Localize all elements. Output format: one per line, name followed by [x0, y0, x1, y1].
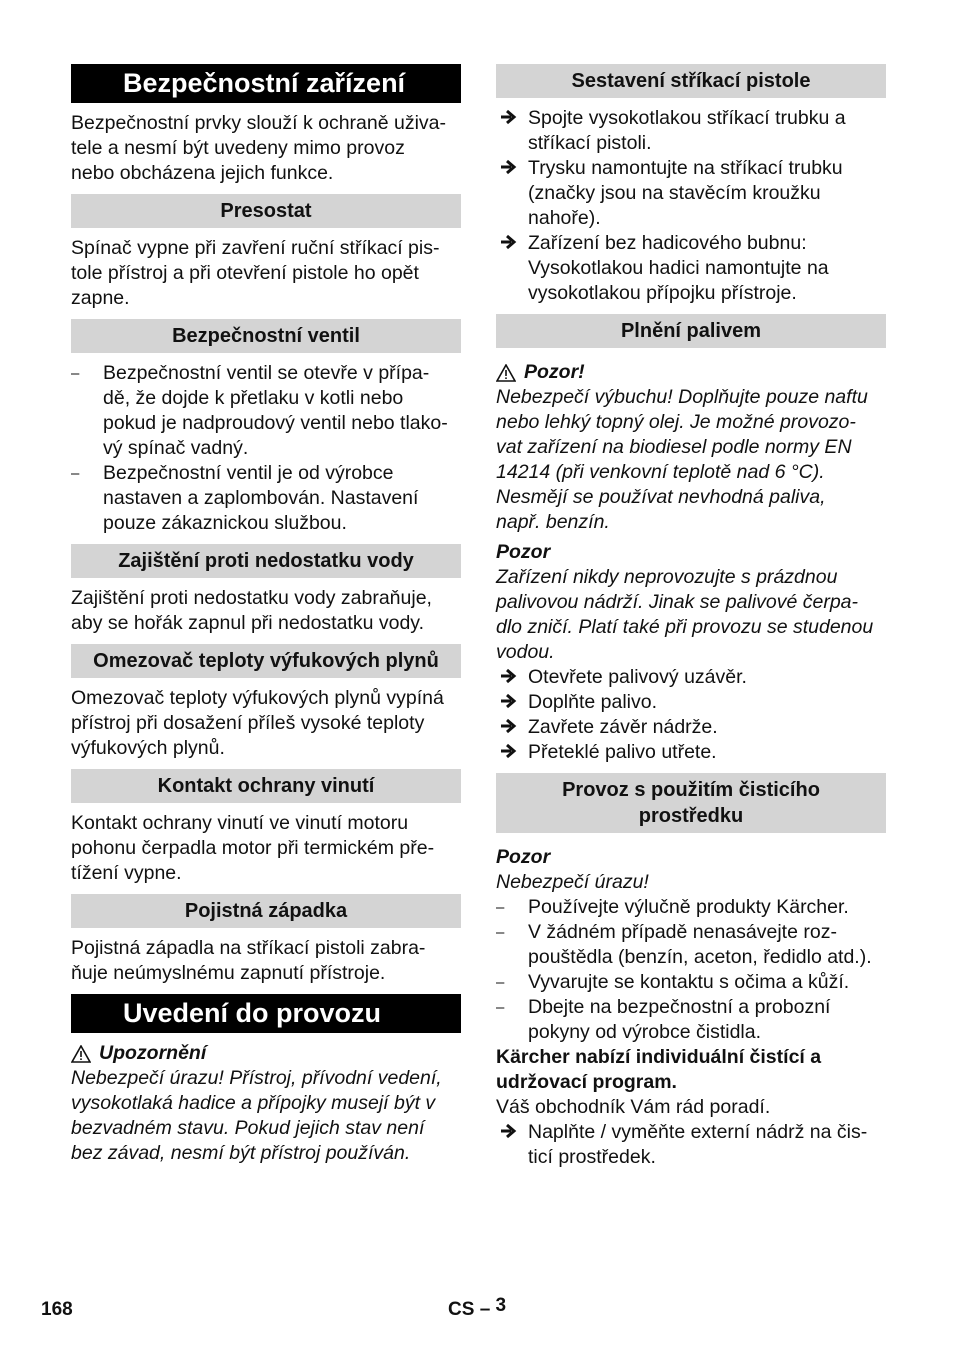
list-item: [496, 156, 886, 231]
caution-label-1: Pozor!: [524, 361, 585, 383]
dash-bullet-icon: –: [496, 924, 505, 941]
dealer-text: Váš obchodník Vám rád poradí.: [496, 1096, 771, 1118]
list-item-text: Vyvarujte se kontaktu s očima a kůží.: [528, 971, 850, 993]
safety-intro: Bezpečnostní prvky slouží k ochraně uživa- tele a nesmí být uvedeny mimo provoz nebo obcházena jejich funkce.: [71, 112, 447, 184]
dash-bullet-icon: –: [496, 899, 505, 916]
caution-label-3: Pozor: [496, 846, 551, 868]
list-item-text: Otevřete palivový uzávěr.: [528, 666, 747, 688]
presostat-text: Spínač vypne při zavření ruční stříkací pis- tole přístroj a při otevření pistole ho opět zapne.: [71, 237, 440, 309]
list-item-text: Bezpečnostní ventil se otevře v přípa- dě, že dojde k přetlaku v kotli nebo pokud je nadproudový ventil nebo tlako- vý spínač vadný.: [103, 362, 448, 459]
arrow-right-icon: [498, 666, 518, 688]
winding-protection-text: Kontakt ochrany vinutí ve vinutí motoru pohonu čerpadla motor při termickém pře- tížení vypne.: [71, 812, 435, 884]
heading-safety-devices: Bezpečnostní zařízení: [71, 64, 461, 103]
heading-presostat: Presostat: [71, 194, 461, 228]
list-item-text: Bezpečnostní ventil je od výrobce nastaven a zaplombován. Nastavení pouze zákaznickou službou.: [103, 462, 419, 534]
water-shortage-text: Zajištění proti nedostatku vody zabraňuje, aby se hořák zapnul při nedostatku vody.: [71, 587, 432, 634]
warning-triangle-icon: [71, 1045, 91, 1063]
list-item: [496, 106, 886, 156]
arrow-right-icon: [498, 1121, 518, 1143]
heading-safety-latch: Pojistná západka: [71, 894, 461, 928]
list-item: [496, 970, 886, 995]
warning-label: Upozornění: [99, 1042, 207, 1064]
tank-step: [496, 1120, 886, 1170]
list-item: [71, 461, 461, 536]
list-item: [496, 995, 886, 1045]
caution-text-2: Zařízení nikdy neprovozujte s prázdnou palivovou nádrží. Jinak se palivové čerpa- dlo zničí. Platí také při provozu se studenou vodou.: [496, 566, 874, 663]
list-item: [71, 361, 461, 461]
caution-text-3: Nebezpečí úrazu!: [496, 871, 649, 893]
caution-text-1: Nebezpečí výbuchu! Doplňujte pouze naftu nebo lehký topný olej. Je možné provozo- vat zařízení na biodiesel podle normy EN 14214 (při venkovní teplotě nad 6 °C). Nesmějí se používat nevhodná paliva, např. benzín.: [496, 386, 868, 533]
warning-triangle-icon: [496, 364, 516, 382]
list-item: [496, 895, 886, 920]
program-text: Kärcher nabízí individuální čistící a udržovací program.: [496, 1046, 822, 1093]
list-item-text: Používejte výlučně produkty Kärcher.: [528, 896, 849, 918]
list-item-text: Dbejte na bezpečnostní a probozní pokyny od výrobce čistidla.: [528, 996, 831, 1043]
warning-text: Nebezpečí úrazu! Přístroj, přívodní vedení, vysokotlaká hadice a přípojky musejí být v bezvadném stavu. Pokud jejich stav není bez závad, nesmí být přístroj používán.: [71, 1067, 442, 1164]
heading-water-shortage: Zajištění proti nedostatku vody: [71, 544, 461, 578]
list-item-text: Zavřete závěr nádrže.: [528, 716, 718, 738]
warning-title: [71, 1041, 461, 1066]
arrow-right-icon: [498, 691, 518, 713]
caution-label-2: Pozor: [496, 541, 551, 563]
list-item: [496, 715, 886, 740]
heading-fuel-filling: Plnění palivem: [496, 314, 886, 348]
language-code: [448, 1297, 506, 1322]
heading-start-up: Uvedení do provozu: [71, 994, 461, 1033]
arrow-right-icon: [498, 232, 518, 254]
list-item-text: Spojte vysokotlakou stříkací trubku a stříkací pistoli.: [528, 107, 846, 154]
list-item-text: Doplňte palivo.: [528, 691, 657, 713]
safety-valve-list: [71, 361, 461, 536]
list-item-text: V žádném případě nenasávejte roz- pouštědla (benzín, aceton, ředidlo atd.).: [528, 921, 872, 968]
dash-bullet-icon: –: [496, 974, 505, 991]
exhaust-limiter-text: Omezovač teploty výfukových plynů vypíná přístroj při dosažení příleš vysoké teploty výfukových plynů.: [71, 687, 444, 759]
list-item: Naplňte / vyměňte externí nádrž na čis- ticí prostředek.: [496, 1120, 886, 1170]
detergent-list: [496, 895, 886, 1045]
heading-spray-gun-assembly: Sestavení stříkací pistole: [496, 64, 886, 98]
fuel-steps: [496, 665, 886, 765]
heading-detergent-operation: Provoz s použitím čisticího prostředku: [496, 773, 886, 833]
heading-safety-valve: Bezpečnostní ventil: [71, 319, 461, 353]
list-item: [496, 690, 886, 715]
page-number: 168: [41, 1299, 73, 1320]
dash-bullet-icon: –: [71, 365, 80, 382]
dash-bullet-icon: –: [71, 465, 80, 482]
lang-subpage: 3: [495, 1295, 507, 1316]
arrow-right-icon: [498, 741, 518, 763]
dash-bullet-icon: –: [496, 999, 505, 1016]
lang-separator: –: [479, 1299, 491, 1320]
arrow-right-icon: [498, 157, 518, 179]
left-column: [71, 64, 461, 1166]
caution-title-1: [496, 360, 886, 385]
list-item: [496, 920, 886, 970]
list-item: [496, 740, 886, 765]
arrow-right-icon: [498, 716, 518, 738]
list-item: [496, 231, 886, 306]
heading-exhaust-limiter: Omezovač teploty výfukových plynů: [71, 644, 461, 678]
lang-label: CS: [448, 1299, 475, 1320]
list-item-text: Trysku namontujte na stříkací trubku (značky jsou na stavěcím kroužku nahoře).: [528, 157, 843, 229]
safety-latch-text: Pojistná západla na stříkací pistoli zabra- ňuje neúmyslnému zapnutí přístroje.: [71, 937, 426, 984]
spray-gun-steps: [496, 106, 886, 306]
right-column: [496, 64, 886, 1170]
list-item: [496, 665, 886, 690]
list-item-text: Zařízení bez hadicového bubnu: Vysokotlakou hadici namontujte na vysokotlakou přípojku přístroje.: [528, 232, 829, 304]
heading-winding-protection: Kontakt ochrany vinutí: [71, 769, 461, 803]
list-item-text: Přeteklé palivo utřete.: [528, 741, 717, 763]
arrow-right-icon: [498, 107, 518, 129]
